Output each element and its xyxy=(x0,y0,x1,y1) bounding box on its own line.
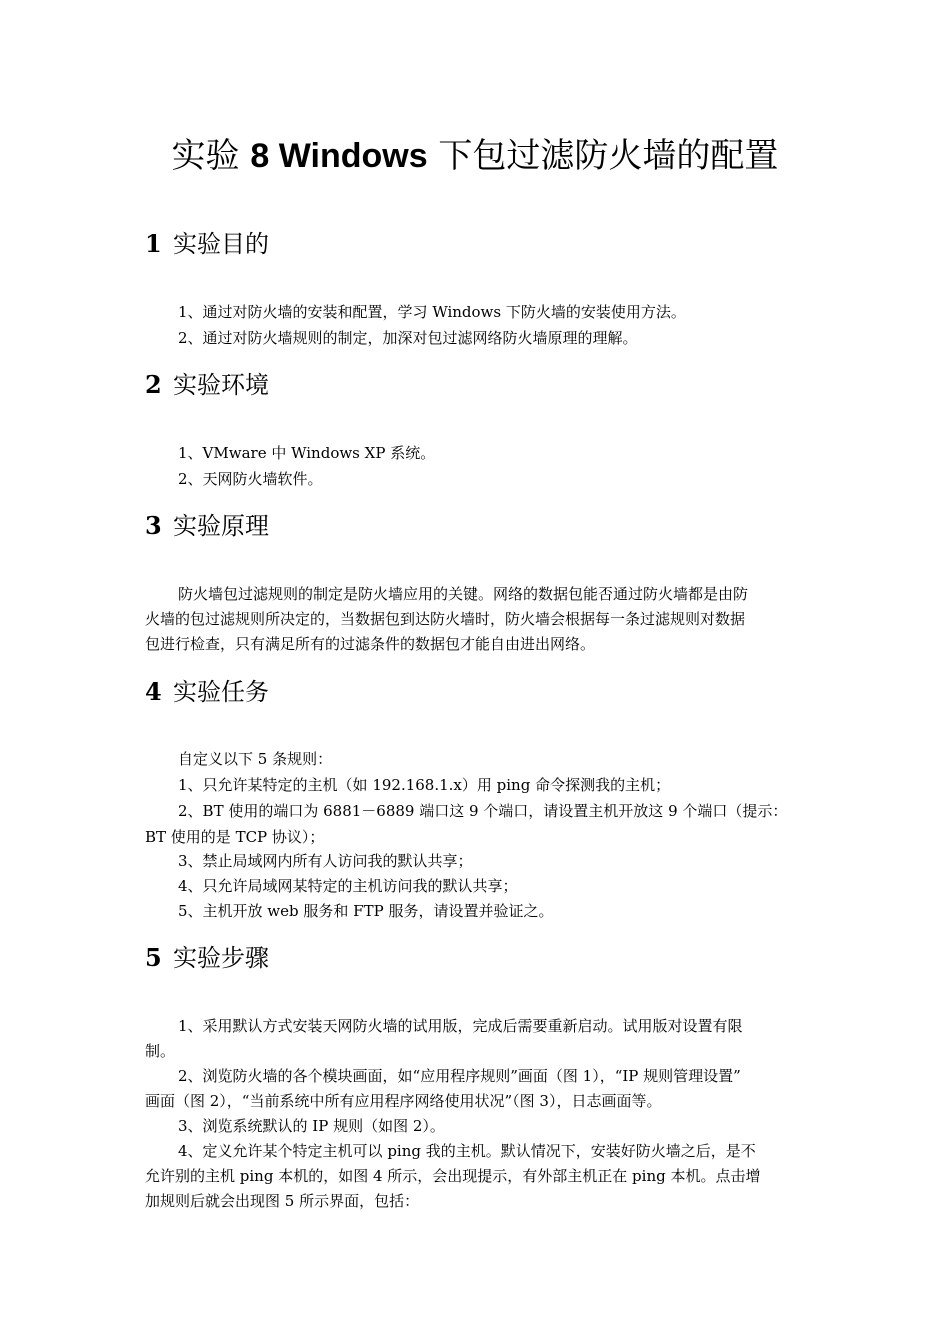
list-item: 3、禁止局域网内所有人访问我的默认共享； xyxy=(178,852,473,870)
section-number: 3 xyxy=(145,511,162,540)
title-part2: 下包过滤防火墙的配置 xyxy=(427,136,779,176)
paragraph-line: 画面（图 2），“当前系统中所有应用程序网络使用状况”（图 3），日志画面等。 xyxy=(145,1092,662,1110)
section-title: 实验原理 xyxy=(173,512,269,540)
list-item: 1、只允许某特定的主机（如 192.168.1.x）用 ping 命令探测我的主机； xyxy=(178,776,671,794)
list-item: 3、浏览系统默认的 IP 规则（如图 2）。 xyxy=(178,1117,445,1135)
list-item: 4、只允许局域网某特定的主机访问我的默认共享； xyxy=(178,877,518,895)
section-number: 4 xyxy=(145,677,162,706)
paragraph-line: 包进行检查，只有满足所有的过滤条件的数据包才能自由进出网络。 xyxy=(145,635,596,653)
section-number: 2 xyxy=(145,370,162,399)
document-title xyxy=(0,133,950,179)
section-number: 5 xyxy=(145,943,162,972)
paragraph-line: 2、天网防火墙软件。 xyxy=(178,470,323,488)
title-part1: 实验 xyxy=(171,136,251,176)
list-item: 1、采用默认方式安装天网防火墙的试用版，完成后需要重新启动。试用版对设置有限 xyxy=(178,1017,743,1035)
paragraph-line: 防火墙包过滤规则的制定是防火墙应用的关键。网络的数据包能否通过防火墙都是由防 xyxy=(178,585,749,603)
paragraph-line: 自定义以下 5 条规则： xyxy=(178,750,333,768)
section-heading-2 xyxy=(145,369,269,401)
paragraph-line: 1、通过对防火墙的安装和配置，学习 Windows 下防火墙的安装使用方法。 xyxy=(178,303,686,321)
section-heading-4 xyxy=(145,676,269,708)
list-item: 5、主机开放 web 服务和 FTP 服务，请设置并验证之。 xyxy=(178,902,554,920)
list-item: 4、定义允许某个特定主机可以 ping 我的主机。默认情况下，安装好防火墙之后，是不 xyxy=(178,1142,756,1160)
paragraph-line: 加规则后就会出现图 5 所示界面，包括： xyxy=(145,1192,420,1210)
section-title: 实验目的 xyxy=(173,230,269,258)
paragraph-line: BT 使用的是 TCP 协议）； xyxy=(145,828,325,846)
section-title: 实验任务 xyxy=(173,678,269,706)
section-title: 实验环境 xyxy=(173,371,269,399)
section-heading-5 xyxy=(145,942,269,974)
paragraph-line: 2、通过对防火墙规则的制定，加深对包过滤网络防火墙原理的理解。 xyxy=(178,329,638,347)
list-item: 2、浏览防火墙的各个模块画面，如“应用程序规则”画面（图 1），“IP 规则管理设置” xyxy=(178,1067,741,1085)
paragraph-line: 1、VMware 中 Windows XP 系统。 xyxy=(178,444,436,462)
paragraph-line: 火墙的包过滤规则所决定的，当数据包到达防火墙时，防火墙会根据每一条过滤规则对数据 xyxy=(145,610,746,628)
paragraph-line: 允许别的主机 ping 本机的，如图 4 所示，会出现提示，有外部主机正在 ping 本机。点击增 xyxy=(145,1167,761,1185)
section-heading-3 xyxy=(145,510,269,542)
section-heading-1 xyxy=(145,228,269,260)
list-item: 2、BT 使用的端口为 6881－6889 端口这 9 个端口，请设置主机开放这 9 个端口（提示： xyxy=(178,802,788,820)
section-number: 1 xyxy=(145,229,162,258)
section-title: 实验步骤 xyxy=(173,944,269,972)
title-bold: 8 Windows xyxy=(250,137,428,175)
paragraph-line: 制。 xyxy=(145,1042,176,1060)
